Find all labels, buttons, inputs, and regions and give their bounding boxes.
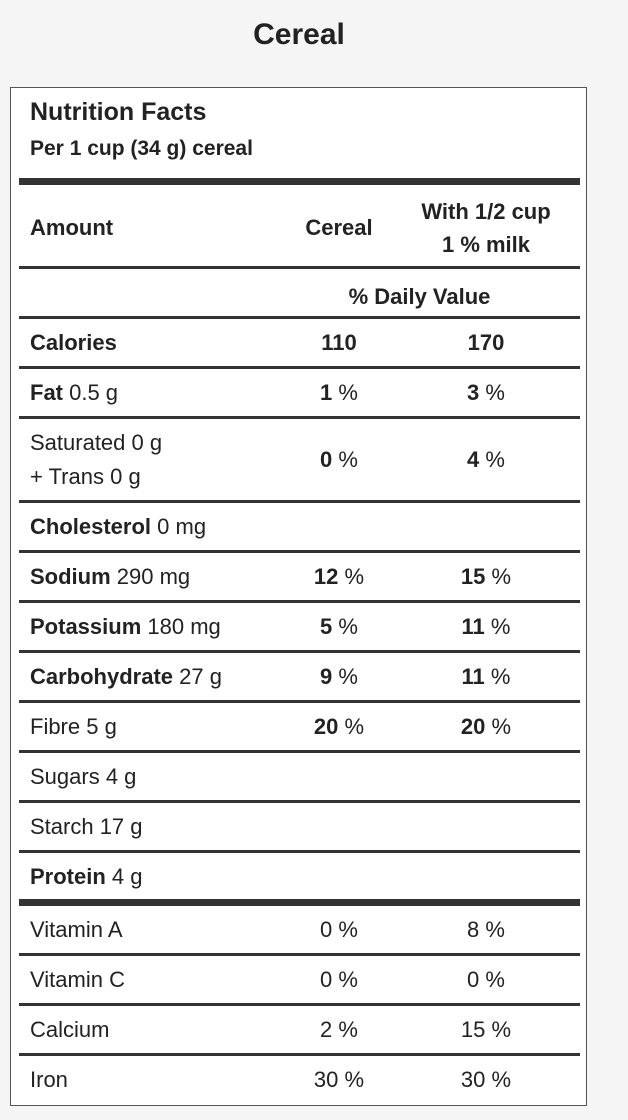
dv-number: 11 [461,664,485,689]
column-header-amount: Amount [30,215,114,240]
dv-number: 15 [460,564,486,589]
dv-number: 9 [320,664,333,689]
percent-sign: % [484,664,511,689]
saturated-cereal-dv [289,419,389,501]
iron-milk-dv: 30 % [460,1067,512,1092]
cholesterol-label [30,503,300,551]
sugars-label: Sugars 4 g [30,764,137,789]
column-header-cereal: Cereal [305,215,373,240]
percent-sign: % [479,447,505,472]
calories-milk: 170 [467,330,505,355]
percent-sign: % [479,380,505,405]
vitamin-c-cereal-dv: 0 % [320,967,358,992]
fat-cereal-dv [289,369,389,417]
sodium-milk-dv [421,553,551,601]
trans-line: + Trans 0 g [30,464,141,489]
column-header-with-milk [421,193,551,263]
cholesterol-amount: 0 mg [151,514,207,539]
potassium-name: Potassium [30,614,142,639]
dv-number: 20 [460,714,486,739]
dv-number: 3 [467,380,480,405]
calories-cereal: 110 [321,330,357,355]
sodium-cereal-dv [289,553,389,601]
percent-sign: % [332,664,358,689]
percent-sign: % [485,564,512,589]
sodium-name: Sodium [30,564,111,589]
carbohydrate-cereal-dv [289,653,389,701]
page-title: Cereal [253,18,345,51]
protein-label [30,853,300,901]
fibre-label: Fibre 5 g [30,714,117,739]
fat-label [30,369,300,417]
potassium-amount: 180 mg [141,614,221,639]
percent-sign: % [485,714,512,739]
calcium-cereal-dv: 2 % [320,1017,358,1042]
rule [19,266,580,269]
saturated-trans-label [30,419,300,501]
calories-label: Calories [30,330,117,355]
iron-cereal-dv: 30 % [313,1067,365,1092]
iron-label: Iron [30,1067,68,1092]
vitamin-a-milk-dv: 8 % [467,917,505,942]
column-header-milk-line2: 1 % milk [441,232,531,257]
percent-sign: % [332,380,358,405]
dv-number: 1 [320,380,333,405]
calcium-label: Calcium [30,1017,110,1042]
dv-number: 4 [467,447,480,472]
dv-number: 20 [313,714,339,739]
percent-sign: % [484,614,511,639]
dv-number: 5 [320,614,333,639]
percent-sign: % [338,714,365,739]
sodium-amount: 290 mg [110,564,191,589]
calcium-milk-dv: 15 % [460,1017,512,1042]
protein-amount: 4 g [105,864,143,889]
nutrition-facts-panel [10,87,587,1106]
fat-milk-dv [421,369,551,417]
dv-number: 0 [320,447,333,472]
carbohydrate-milk-dv [421,653,551,701]
thick-rule [19,178,580,185]
label-title: Nutrition Facts [30,98,207,126]
starch-label: Starch 17 g [30,814,143,839]
vitamin-a-label: Vitamin A [30,917,123,942]
potassium-label [30,603,300,651]
dv-number: 12 [313,564,339,589]
vitamin-c-milk-dv: 0 % [467,967,505,992]
potassium-milk-dv [421,603,551,651]
dv-number: 11 [461,614,485,639]
serving-size: Per 1 cup (34 g) cereal [30,137,253,160]
fibre-milk-dv [421,703,551,751]
vitamin-c-label: Vitamin C [30,967,125,992]
saturated-line: Saturated 0 g [30,430,163,455]
fat-name: Fat [30,380,63,405]
thick-rule [19,899,580,906]
sodium-label [30,553,300,601]
fibre-cereal-dv [289,703,389,751]
saturated-milk-dv [421,419,551,501]
cholesterol-name: Cholesterol [30,514,152,539]
carbohydrate-name: Carbohydrate [30,664,174,689]
daily-value-header: % Daily Value [348,284,491,309]
vitamin-a-cereal-dv: 0 % [320,917,358,942]
carbohydrate-amount: 27 g [173,664,222,689]
protein-name: Protein [30,864,106,889]
carbohydrate-label [30,653,300,701]
percent-sign: % [332,614,358,639]
column-header-milk-line1: With 1/2 cup [421,199,551,224]
fat-amount: 0.5 g [63,380,119,405]
percent-sign: % [332,447,358,472]
potassium-cereal-dv [289,603,389,651]
percent-sign: % [338,564,365,589]
